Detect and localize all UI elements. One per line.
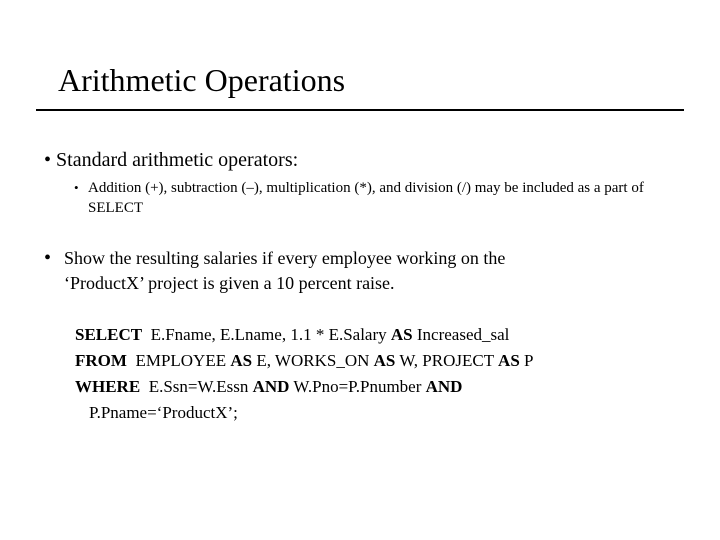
- sql-condition-2: W.Pno=P.Pnumber: [293, 377, 422, 396]
- sql-keyword-from: FROM: [75, 351, 127, 370]
- sql-query: [75, 322, 534, 426]
- sql-select-line: [75, 322, 534, 348]
- sub-bullet-marker: •: [74, 180, 79, 195]
- bullet-text-line-2: ‘ProductX’ project is given a 10 percent raise.: [64, 273, 395, 293]
- sql-keyword-as: AS: [498, 351, 520, 370]
- sql-keyword-select: SELECT: [75, 325, 143, 344]
- sql-table-project: W, PROJECT: [399, 351, 494, 370]
- sql-condition-3: P.Pname=‘ProductX’;: [89, 403, 238, 422]
- sql-keyword-and: AND: [425, 377, 463, 396]
- sql-alias: Increased_sal: [416, 325, 510, 344]
- sql-keyword-as: AS: [230, 351, 253, 370]
- sql-table-employee: EMPLOYEE: [135, 351, 227, 370]
- bullet-salary-raise: [44, 246, 644, 296]
- sql-alias-p: P: [524, 351, 534, 370]
- bullet-standard-operators: [44, 147, 298, 173]
- sql-keyword-where: WHERE: [75, 377, 141, 396]
- bullet-marker: •: [44, 149, 52, 171]
- slide-title: Arithmetic Operations: [58, 62, 346, 98]
- sql-select-columns: E.Fname, E.Lname, 1.1 * E.Salary: [150, 325, 387, 344]
- bullet-marker: •: [44, 247, 52, 269]
- sub-bullet-text: Addition (+), subtraction (–), multiplication (*), and division (/) may be included as a part of SELECT: [88, 180, 644, 216]
- sql-keyword-as: AS: [373, 351, 396, 370]
- title-divider: [36, 109, 684, 111]
- sql-table-works-on: E, WORKS_ON: [256, 351, 370, 370]
- bullet-text-line-1: Show the resulting salaries if every employee working on the: [64, 248, 506, 268]
- bullet-text: Standard arithmetic operators:: [56, 149, 299, 171]
- sql-where-line: [75, 374, 534, 400]
- sql-keyword-and: AND: [252, 377, 290, 396]
- sql-condition-1: E.Ssn=W.Essn: [148, 377, 249, 396]
- sql-keyword-as: AS: [390, 325, 413, 344]
- sub-bullet-operators: [74, 178, 674, 218]
- sql-from-line: [75, 348, 534, 374]
- sql-condition-line: [75, 400, 534, 426]
